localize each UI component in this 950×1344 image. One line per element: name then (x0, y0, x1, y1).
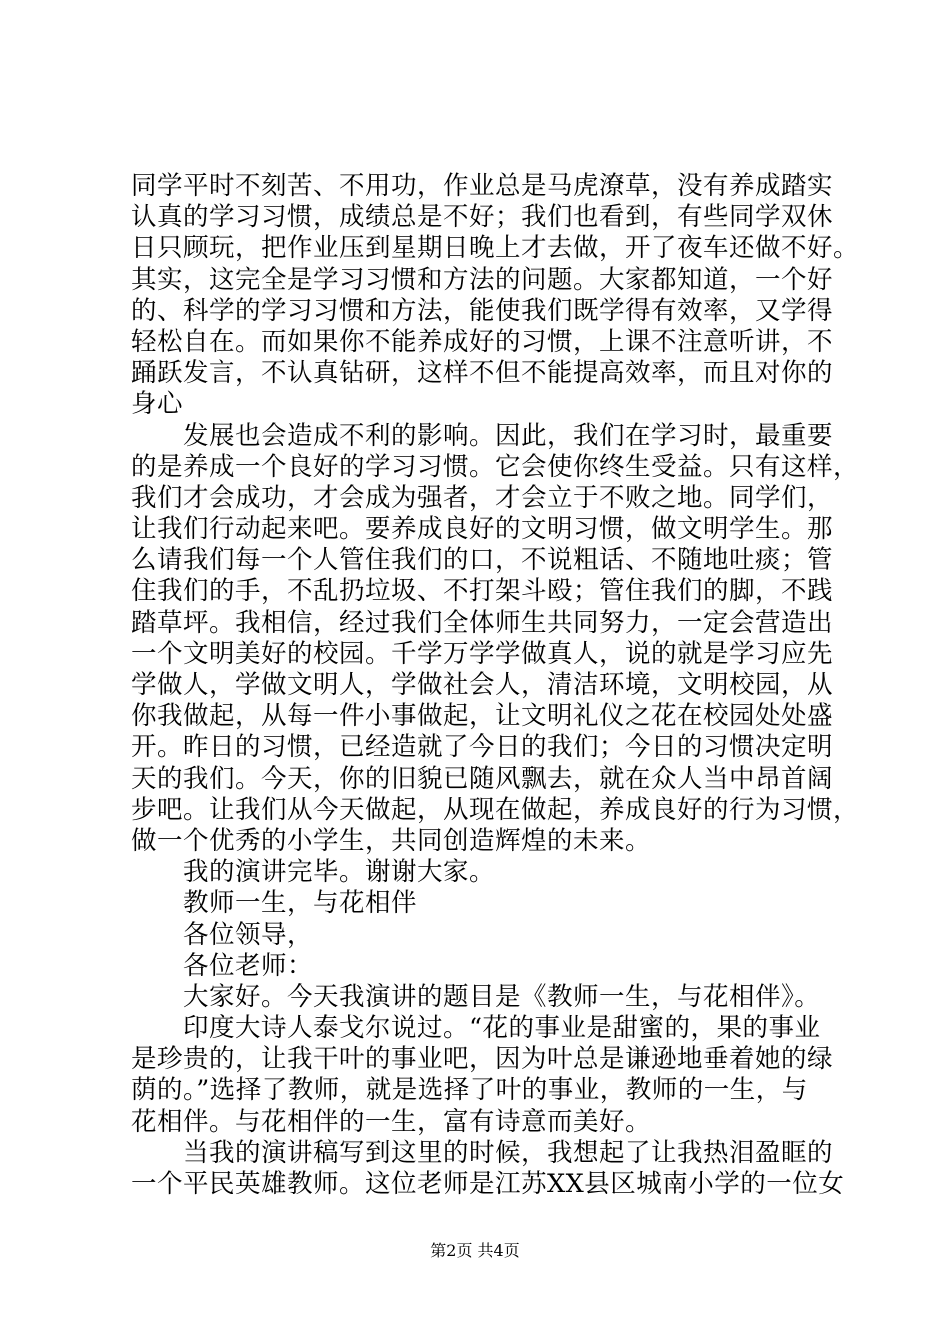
text-line: 大家好。今天我演讲的题目是《教师一生，与花相伴》。 (183, 981, 821, 1012)
text-line: 的是养成一个良好的学习习惯。它会使你终生受益。只有这样， (131, 451, 860, 482)
text-line: 轻松自在。而如果你不能养成好的习惯，上课不注意听讲，不 (131, 326, 834, 357)
text-line: 日只顾玩，把作业压到星期日晚上才去做，开了夜车还做不好。 (131, 233, 860, 264)
page-footer (0, 1238, 950, 1261)
speech-title: 教师一生，与花相伴 (183, 888, 418, 919)
text-line: 荫的。”选择了教师，就是选择了叶的事业，教师的一生，与 (131, 1075, 808, 1106)
text-line: 一个文明美好的校园。千学万学学做真人，说的就是学习应先 (131, 638, 834, 669)
text-line: 踊跃发言，不认真钻研，这样不但不能提高效率，而且对你的 (131, 358, 834, 389)
document-body (131, 171, 860, 1200)
text-line: 发展也会造成不利的影响。因此，我们在学习时，最重要 (183, 420, 834, 451)
text-line: 踏草坪。我相信，经过我们全体师生共同努力，一定会营造出 (131, 607, 834, 638)
text-line: 步吧。让我们从今天做起，从现在做起，养成良好的行为习惯， (131, 794, 860, 825)
salutation-line: 各位领导， (183, 919, 314, 950)
text-line: 是珍贵的，让我干叶的事业吧，因为叶总是谦逊地垂着她的绿 (131, 1044, 834, 1075)
text-line: 我们才会成功，才会成为强者，才会立于不败之地。同学们， (131, 482, 834, 513)
text-line: 一个平民英雄教师。这位老师是江苏XX县区城南小学的一位女 (131, 1169, 845, 1199)
text-line: 的、科学的学习习惯和方法，能使我们既学得有效率，又学得 (131, 295, 834, 326)
text-line: 学做人，学做文明人，学做社会人，清洁环境，文明校园，从 (131, 670, 834, 700)
text-line: 让我们行动起来吧。要养成良好的文明习惯，做文明学生。那 (131, 514, 834, 545)
page-number-label: 第2页 共4页 (430, 1241, 520, 1260)
text-line: 当我的演讲稿写到这里的时候，我想起了让我热泪盈眶的 (183, 1137, 834, 1168)
salutation-line: 各位老师： (183, 950, 314, 981)
text-line: 我的演讲完毕。谢谢大家。 (183, 857, 496, 888)
text-line: 开。昨日的习惯，已经造就了今日的我们；今日的习惯决定明 (131, 732, 834, 763)
text-line: 住我们的手，不乱扔垃圾、不打架斗殴；管住我们的脚，不践 (131, 576, 834, 607)
text-line: 你我做起，从每一件小事做起，让文明礼仪之花在校园处处盛 (131, 701, 834, 732)
text-line: 同学平时不刻苦、不用功，作业总是马虎潦草，没有养成踏实 (131, 171, 834, 201)
text-line: 么请我们每一个人管住我们的口，不说粗话、不随地吐痰；管 (131, 545, 834, 576)
text-line: 做一个优秀的小学生，共同创造辉煌的未来。 (131, 825, 652, 856)
text-line: 身心 (131, 389, 184, 420)
text-line: 天的我们。今天，你的旧貌已随风飘去，就在众人当中昂首阔 (131, 763, 834, 794)
text-line: 花相伴。与花相伴的一生，富有诗意而美好。 (131, 1106, 652, 1137)
text-line: 认真的学习习惯，成绩总是不好；我们也看到，有些同学双休 (131, 202, 834, 233)
text-line: 印度大诗人泰戈尔说过。“花的事业是甜蜜的，果的事业 (183, 1013, 821, 1044)
text-line: 其实，这完全是学习习惯和方法的问题。大家都知道，一个好 (131, 264, 834, 295)
